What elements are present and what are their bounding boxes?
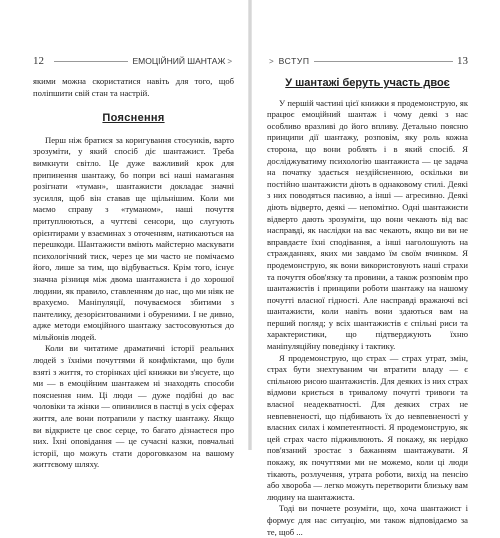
right-page [250,0,500,537]
section-title: Пояснення [102,112,165,125]
chevron-right-icon: > [269,56,274,66]
intro-paragraph: якими можна скористатися навіть для того, щоб поліпшити свій стан та настрій. [33,76,234,98]
chevron-right-icon: > [227,56,232,66]
right-page-header [267,52,468,70]
right-paragraph-2: Я продемонструю, що страх — страх утрат, змін, страх бути знехтуваним чи втратити владу — є спільною рисою шантажистів. Для деяких із них страх відмови криється в тривалому почутті тривоги та власної неадекватності. Для деяких страх не невпевненості, що підбивають їх до невпевненості у власних силах і компетентності. Я продемонструю, як цей страх часто підживлюють. Я покажу, як нерідко пов'язаний зростає з бажанням шантажувати. Я покажу, як почуттями ми не можемо, коли ці люди тікають, розлучення, утрата роботи, вихід на пенсію або хвороба — легко можуть перетворити близьку вам людину на шантажиста. [267,352,468,502]
left-page-body [33,76,234,471]
left-paragraph-1: Перш ніж братися за коригування стосунків, варто зрозуміти, у який спосіб діє шантажист. Треба вимкнути світло. Це дуже важливий крок для припинення шантажу, бо попри всі наші намагання розігнати «туман», шантажисти докладає значні зусилля, щоб він ставав ще щільнішим. Коли ми маємо справу з «туманом», наші почуття притуплюються, а чуттєві сенсори, що слугують орієнтирами у взаєминах з оточенням, натикаються на перешкоди. Шантажисти вміють майстерно маскувати психологічний тиск, через це ми часто не помічаємо його, лише за тим, що відбувається. Крім того, існує значна різниця між двома шантажиста і до хорошої людини, як правило, ставленням до нас, що ми ніяк не врахуємо. Маніпуляції, почуваємося збитими з пантелику, дезорієнтованими і обуреними. І не дивно, адже методи емоційного шантажу застосовуються до мільйонів людей. [33,134,234,342]
running-title-left: ЕМОЦІЙНИЙ ШАНТАЖ [132,56,226,66]
right-paragraph-3: Тоді ви почнете розуміти, що, хоча шантажист і формує для нас ситуацію, ми також відповідаємо за те, щоб ... [267,503,468,537]
right-paragraph-1: У першій частині цієї книжки я продемонструю, як працює емоційний шантаж і чому деякі з нас особливо вразливі до його впливу. Детально поясню принципи дії шантажу, розповім, яку роль кожна сторона, що вони роблять і в який спосіб. Я досліджуватиму психологію шантажиста — це задача на початку здається нездійсненною, оскільки ви постійно шантажисти діють в однаковому стилі. Деякі з них поводяться пасивно, а інші — агресивно. Деякі діють відверто, деякі — непомітно. Одні шантажисти відверто дають зрозуміти, що вони чекають від вас насправді, як наслідки на вас чекають, якщо ви ви не вправдаєте їхні сподівання, а інші наголошують на стражданнях, яких ми завдамо їм своїм вчинком. Я продемонструю, як вони використовують наші страхи та почуття обов'язку та провини, а також розповім про шантажистів і принципи роботи шантажу на нашому почутті власної гідності. Але насправді вражаючі всі шантажисти, коли навіть вони здаються вам на перший погляд; у всіх шантажистів є спільні риси та характеристики, що підтверджують їхню маніпуляційну поведінку і тактику. [267,97,468,352]
chapter-title: У шантажі беруть участь двоє [285,77,450,89]
running-title-right: ВСТУП [278,56,310,66]
left-paragraph-2: Коли ви читатиме драматичні історії реальних людей з їхніми почуттями й конфліктами, що були взяті з життя, то сторінках цієї книжки ви з'ясуєте, що ми — в емоційним шантажем ні знаходять способи пояснення ним. Ці люди — дуже подібні до вас чоловіки та жінки — опинилися в пастці в усіх сферах життя, але вони потрапили у пастку шантажу. Якщо ви відкриєте це своє серце, то багато дізнаєтеся про них. Їхні оповідання — це сучасні казки, повчальні історії, що можуть стати дороговказом на вашому життєвому шляху. [33,343,234,470]
left-page-header [33,52,234,70]
page-number-right: 13 [457,55,468,67]
header-rule-left [54,61,128,62]
right-page-body [267,78,468,538]
header-rule-right [314,61,453,62]
left-page [0,0,250,470]
page-number-left: 12 [33,55,44,67]
